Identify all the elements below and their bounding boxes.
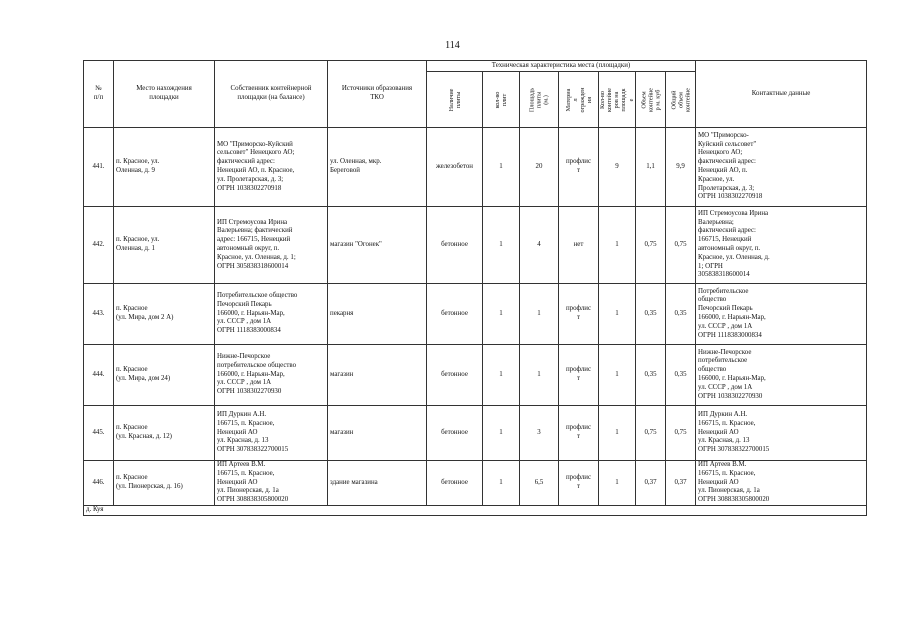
row-num: 445. bbox=[84, 406, 114, 461]
row-volume: 0,37 bbox=[636, 461, 666, 506]
row-contacts: ИП Артеев В.М. 166715, п. Красное, Ненецкий АО ул. Пионерская, д. 1а ОГРН 308838305800020 bbox=[696, 461, 867, 506]
row-slab: бетонное bbox=[427, 284, 483, 345]
row-contacts: ИП Дуркин А.Н. 166715, п. Красное, Ненецкий АО ул. Красная, д. 13 ОГРН 307838322700015 bbox=[696, 406, 867, 461]
row-total: 0,37 bbox=[666, 461, 696, 506]
row-slab: бетонное bbox=[427, 207, 483, 284]
row-slab-area: 3 bbox=[520, 406, 559, 461]
table-row bbox=[84, 461, 867, 506]
subheader-slab-count: кол-во плит bbox=[483, 72, 520, 128]
row-num: 441. bbox=[84, 128, 114, 207]
row-contacts: Нижне-Печорское потребительское общество 166000, г. Нарьян-Мар, ул. СССР , дом 1А ОГРН 1038302270930 bbox=[696, 345, 867, 406]
row-num: 442. bbox=[84, 207, 114, 284]
row-volume: 0,35 bbox=[636, 284, 666, 345]
table-row bbox=[84, 345, 867, 406]
row-contacts: МО "Приморско- Куйский сельсовет" Ненецкого АО; фактический адрес: Ненецкий АО, п. Красное, ул. Пролетарская, д. 3; ОГРН 1038302270918 bbox=[696, 128, 867, 207]
row-num: 446. bbox=[84, 461, 114, 506]
subheader-slab-area: Площадь плиты (м.) bbox=[520, 72, 559, 128]
row-slab: бетонное bbox=[427, 406, 483, 461]
subheader-volume: Объем контейне р м. куб bbox=[636, 72, 666, 128]
row-owner: МО "Приморско-Куйский сельсовет" Ненецкого АО; фактический адрес: Ненецкий АО, п. Красное, ул. Пролетарская, д. 3; ОГРН 1038302270918 bbox=[215, 128, 328, 207]
row-num: 444. bbox=[84, 345, 114, 406]
header-row bbox=[84, 61, 867, 72]
row-slab-count: 1 bbox=[483, 345, 520, 406]
row-contacts: Потребительское общество Печорский Пекарь 166000, г. Нарьян-Мар, ул. СССР , дом 1А ОГРН 1118383000834 bbox=[696, 284, 867, 345]
row-slab-area: 1 bbox=[520, 284, 559, 345]
row-slab: бетонное bbox=[427, 345, 483, 406]
container-sites-table bbox=[83, 60, 867, 516]
row-sources: магазин bbox=[328, 345, 427, 406]
row-slab-area: 1 bbox=[520, 345, 559, 406]
row-location: п. Красное, ул. Оленная, д. 9 bbox=[114, 128, 215, 207]
row-fence: профлис т bbox=[559, 406, 599, 461]
row-slab-area: 6,5 bbox=[520, 461, 559, 506]
header-owner: Собственник контейнерной площадки (на балансе) bbox=[215, 61, 328, 128]
subheader-slab: Наличие плиты bbox=[427, 72, 483, 128]
row-location: п. Красное (ул. Красная, д. 12) bbox=[114, 406, 215, 461]
row-total: 9,9 bbox=[666, 128, 696, 207]
row-slab-count: 1 bbox=[483, 207, 520, 284]
row-fence: профлис т bbox=[559, 284, 599, 345]
row-fence: профлис т bbox=[559, 461, 599, 506]
row-owner: ИП Стремоусова Ирина Валерьевна; фактический адрес: 166715, Ненецкий автономный округ, п. Красное, ул. Оленная, д. 1; ОГРН 305838318600014 bbox=[215, 207, 328, 284]
row-containers: 1 bbox=[599, 345, 636, 406]
header-sources: Источники образования ТКО bbox=[328, 61, 427, 128]
row-volume: 0,75 bbox=[636, 207, 666, 284]
row-contacts: ИП Стремоусова Ирина Валерьевна; фактический адрес: 166715, Ненецкий автономный округ, п. Красное, ул. Оленная, д. 1; ОГРН 305838318600014 bbox=[696, 207, 867, 284]
row-owner: Нижне-Печорское потребительское общество 166000, г. Нарьян-Мар, ул. СССР , дом 1А ОГРН 1038302270930 bbox=[215, 345, 328, 406]
row-slab-count: 1 bbox=[483, 461, 520, 506]
subheader-fence: Материа л огражден ия bbox=[559, 72, 599, 128]
row-sources: здание магазина bbox=[328, 461, 427, 506]
header-contacts: Контактные данные bbox=[696, 61, 867, 128]
section-row bbox=[84, 506, 867, 516]
row-fence: профлис т bbox=[559, 345, 599, 406]
section-label: д. Куя bbox=[84, 506, 867, 516]
row-containers: 9 bbox=[599, 128, 636, 207]
page-number: 114 bbox=[445, 40, 460, 51]
row-sources: ул. Оленная, мкр. Береговой bbox=[328, 128, 427, 207]
row-total: 0,75 bbox=[666, 406, 696, 461]
row-sources: магазин bbox=[328, 406, 427, 461]
row-fence: профлис т bbox=[559, 128, 599, 207]
row-owner: Потребительское общество Печорский Пекарь 166000, г. Нарьян-Мар, ул. СССР , дом 1А ОГРН 1118383000834 bbox=[215, 284, 328, 345]
table-row bbox=[84, 406, 867, 461]
row-owner: ИП Дуркин А.Н. 166715, п. Красное, Ненецкий АО ул. Красная, д. 13 ОГРН 307838322700015 bbox=[215, 406, 328, 461]
table-row bbox=[84, 284, 867, 345]
row-location: п. Красное, ул. Оленная, д. 1 bbox=[114, 207, 215, 284]
row-slab-count: 1 bbox=[483, 284, 520, 345]
row-slab-count: 1 bbox=[483, 128, 520, 207]
row-slab: бетонное bbox=[427, 461, 483, 506]
row-containers: 1 bbox=[599, 461, 636, 506]
header-num: № п/п bbox=[84, 61, 114, 128]
table-row bbox=[84, 128, 867, 207]
row-owner: ИП Артеев В.М. 166715, п. Красное, Ненецкий АО ул. Пионерская, д. 1а ОГРН 308838305800020 bbox=[215, 461, 328, 506]
subheader-total: Общий объем контейне bbox=[666, 72, 696, 128]
row-containers: 1 bbox=[599, 207, 636, 284]
row-sources: магазин "Огонек" bbox=[328, 207, 427, 284]
row-volume: 0,75 bbox=[636, 406, 666, 461]
row-total: 0,35 bbox=[666, 284, 696, 345]
table-row bbox=[84, 207, 867, 284]
row-fence: нет bbox=[559, 207, 599, 284]
row-slab-count: 1 bbox=[483, 406, 520, 461]
row-volume: 1,1 bbox=[636, 128, 666, 207]
row-sources: пекарня bbox=[328, 284, 427, 345]
subheader-containers: Кол-во контейне ров на площадк е bbox=[599, 72, 636, 128]
row-volume: 0,35 bbox=[636, 345, 666, 406]
header-tech: Техническая характеристика места (площадки) bbox=[427, 61, 696, 72]
row-slab: железобетон bbox=[427, 128, 483, 207]
row-containers: 1 bbox=[599, 406, 636, 461]
row-location: п. Красное (ул. Пионерская, д. 16) bbox=[114, 461, 215, 506]
row-slab-area: 4 bbox=[520, 207, 559, 284]
row-location: п. Красное (ул. Мира, дом 24) bbox=[114, 345, 215, 406]
row-location: п. Красное (ул. Мира, дом 2 А) bbox=[114, 284, 215, 345]
row-total: 0,35 bbox=[666, 345, 696, 406]
header-location: Место нахождения площадки bbox=[114, 61, 215, 128]
row-num: 443. bbox=[84, 284, 114, 345]
row-slab-area: 20 bbox=[520, 128, 559, 207]
row-total: 0,75 bbox=[666, 207, 696, 284]
row-containers: 1 bbox=[599, 284, 636, 345]
